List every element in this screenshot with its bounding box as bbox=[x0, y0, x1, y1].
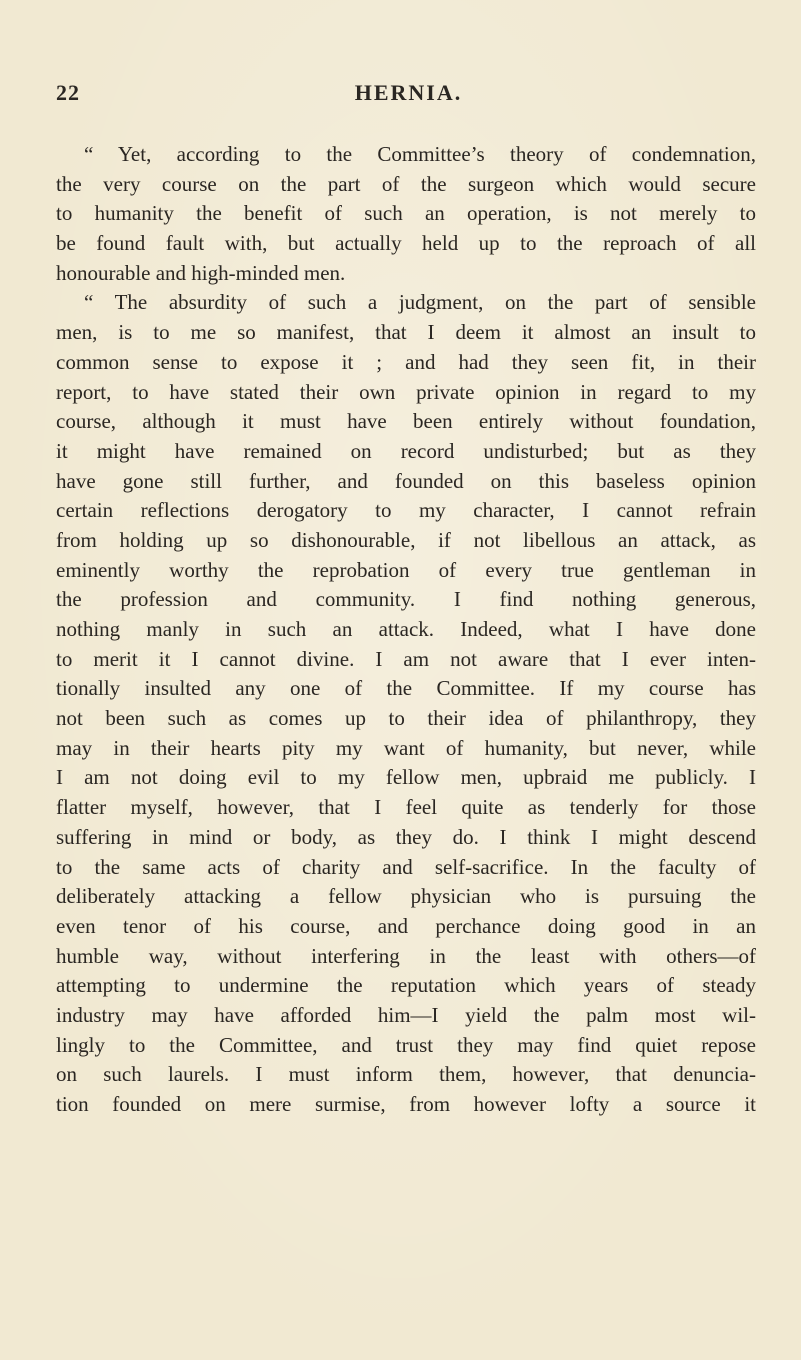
text-line: eminently worthy the reprobation of every true gentleman in bbox=[56, 557, 756, 582]
text-line: “ The absurdity of such a judgment, on the part of sensible bbox=[84, 290, 756, 315]
text-line: flatter myself, however, that I feel quite as tenderly for those bbox=[56, 795, 756, 820]
text-line: common sense to expose it ; and had they seen fit, in their bbox=[56, 349, 756, 374]
text-line: may in their hearts pity my want of humanity, but never, while bbox=[56, 735, 756, 760]
text-line: to humanity the benefit of such an operation, is not merely to bbox=[56, 201, 756, 226]
text-line: have gone still further, and founded on this baseless opinion bbox=[56, 468, 756, 493]
text-line: humble way, without interfering in the least with others—of bbox=[56, 943, 756, 968]
text-line: to merit it I cannot divine. I am not aware that I ever inten- bbox=[56, 646, 756, 671]
text-line: the very course on the part of the surgeon which would secure bbox=[56, 171, 756, 196]
text-line: be found fault with, but actually held up to the reproach of all bbox=[56, 231, 756, 256]
page-number: 22 bbox=[56, 80, 80, 105]
text-line: “ Yet, according to the Committee’s theory of condemnation, bbox=[84, 142, 756, 166]
text-line: to the same acts of charity and self-sacrifice. In the faculty of bbox=[56, 854, 756, 879]
text-line: nothing manly in such an attack. Indeed, what I have done bbox=[56, 617, 756, 641]
text-line: attempting to undermine the reputation which years of steady bbox=[56, 973, 756, 998]
text-line: I am not doing evil to my fellow men, upbraid me publicly. I bbox=[56, 765, 756, 790]
text-line: industry may have afforded him—I yield the palm most wil- bbox=[56, 1002, 756, 1027]
text-line: report, to have stated their own private opinion in regard to my bbox=[56, 379, 756, 404]
text-line: deliberately attacking a fellow physician who is pursuing the bbox=[56, 884, 756, 909]
text-line: honourable and high-minded men. bbox=[56, 260, 346, 285]
text-line: course, although it must have been entirely without foundation, bbox=[56, 409, 756, 434]
text-line: tionally insulted any one of the Committee. If my course has bbox=[56, 676, 756, 701]
text-line: from holding up so dishonourable, if not libellous an attack, as bbox=[56, 527, 756, 552]
text-line: lingly to the Committee, and trust they may find quiet repose bbox=[56, 1032, 756, 1057]
text-line: it might have remained on record undisturbed; but as they bbox=[56, 438, 756, 463]
text-line: men, is to me so manifest, that I deem it almost an insult to bbox=[56, 320, 756, 345]
text-line: certain reflections derogatory to my character, I cannot refrain bbox=[56, 498, 756, 523]
text-line: not been such as comes up to their idea of philanthropy, they bbox=[56, 706, 756, 731]
text-line: on such laurels. I must inform them, however, that denuncia- bbox=[56, 1062, 756, 1087]
text-line: the profession and community. I find nothing generous, bbox=[56, 587, 756, 612]
running-title: HERNIA. bbox=[354, 80, 463, 105]
text-line: even tenor of his course, and perchance doing good in an bbox=[56, 913, 756, 938]
text-line: suffering in mind or body, as they do. I think I might descend bbox=[56, 824, 756, 849]
running-head bbox=[56, 80, 761, 110]
text-line: tion founded on mere surmise, from however lofty a source it bbox=[56, 1092, 756, 1116]
body-text bbox=[56, 140, 756, 1120]
